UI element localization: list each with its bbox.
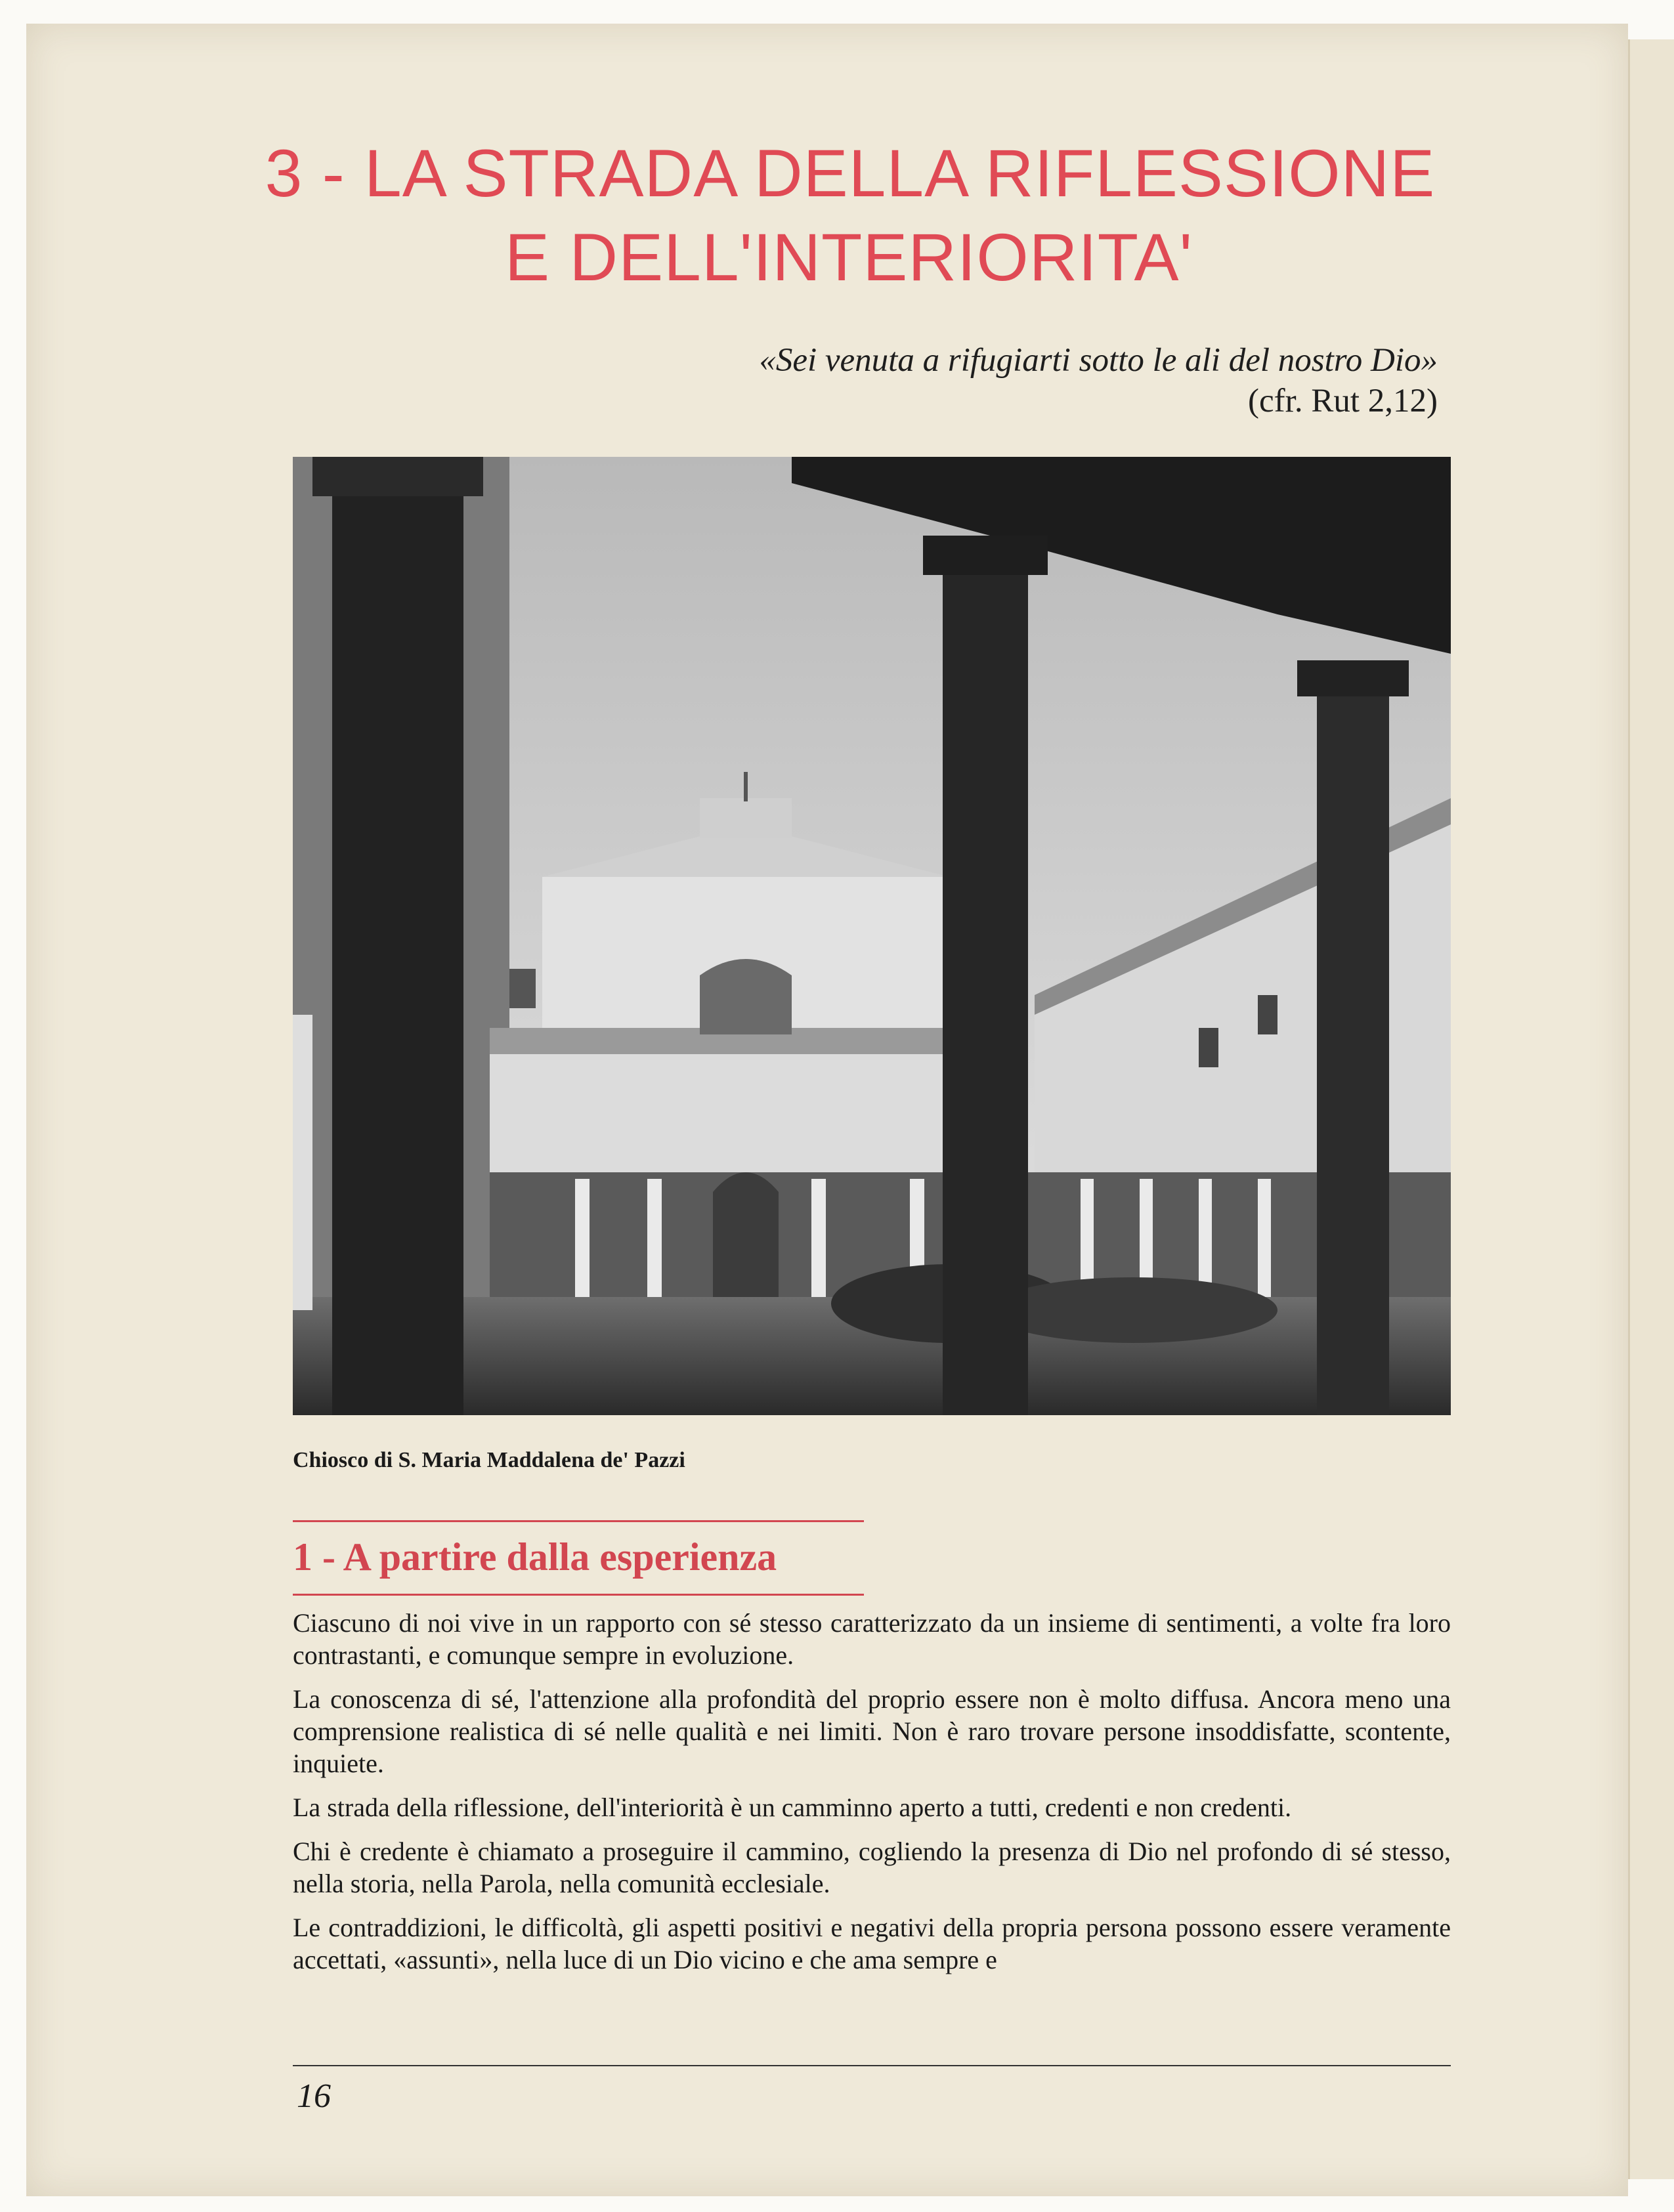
section-heading: 1 - A partire dalla esperienza xyxy=(293,1535,777,1579)
next-page-edge xyxy=(1628,39,1674,2179)
chapter-title-line-1: 3 - LA STRADA DELLA RIFLESSIONE xyxy=(265,136,1436,211)
heading-rule-top xyxy=(293,1520,864,1522)
paragraph: La conoscenza di sé, l'attenzione alla profondità del proprio essere non è molto diffusa. Ancora meno una comprensione realistica di sé nelle qualità e nei limiti. Non è raro trovare persone insoddisfatte, scontente, inquiete. xyxy=(293,1684,1451,1778)
paragraph: Le contraddizioni, le difficoltà, gli aspetti positivi e negativi della propria persona possono essere veramente accettati, «assunti», nella luce di un Dio vicino e che ama sempre e xyxy=(293,1913,1451,1974)
body-text xyxy=(293,1607,1451,1988)
paragraph: Ciascuno di noi vive in un rapporto con sé stesso caratterizzato da un insieme di sentimenti, a volte fra loro contrastanti, e comunque sempre in evoluzione. xyxy=(293,1608,1451,1670)
footer-rule xyxy=(293,2065,1451,2066)
cloister-illustration xyxy=(293,457,1451,1415)
epigraph-reference: (cfr. Rut 2,12) xyxy=(1248,383,1438,419)
cloister-photograph xyxy=(293,457,1451,1415)
heading-rule-bottom xyxy=(293,1594,864,1596)
paragraph: La strada della riflessione, dell'interiorità è un camminno aperto a tutti, credenti e non credenti. xyxy=(293,1793,1292,1822)
paragraph: Chi è credente è chiamato a proseguire il cammino, cogliendo la presenza di Dio nel profondo di sé stesso, nella storia, nella Parola, nella comunità ecclesiale. xyxy=(293,1837,1451,1898)
photo-caption: Chiosco di S. Maria Maddalena de' Pazzi xyxy=(293,1448,685,1472)
chapter-title-line-2: E DELL'INTERIORITA' xyxy=(505,220,1193,295)
page-number: 16 xyxy=(297,2077,331,2115)
epigraph-quote: «Sei venuta a rifugiarti sotto le ali del nostro Dio» xyxy=(759,342,1438,379)
